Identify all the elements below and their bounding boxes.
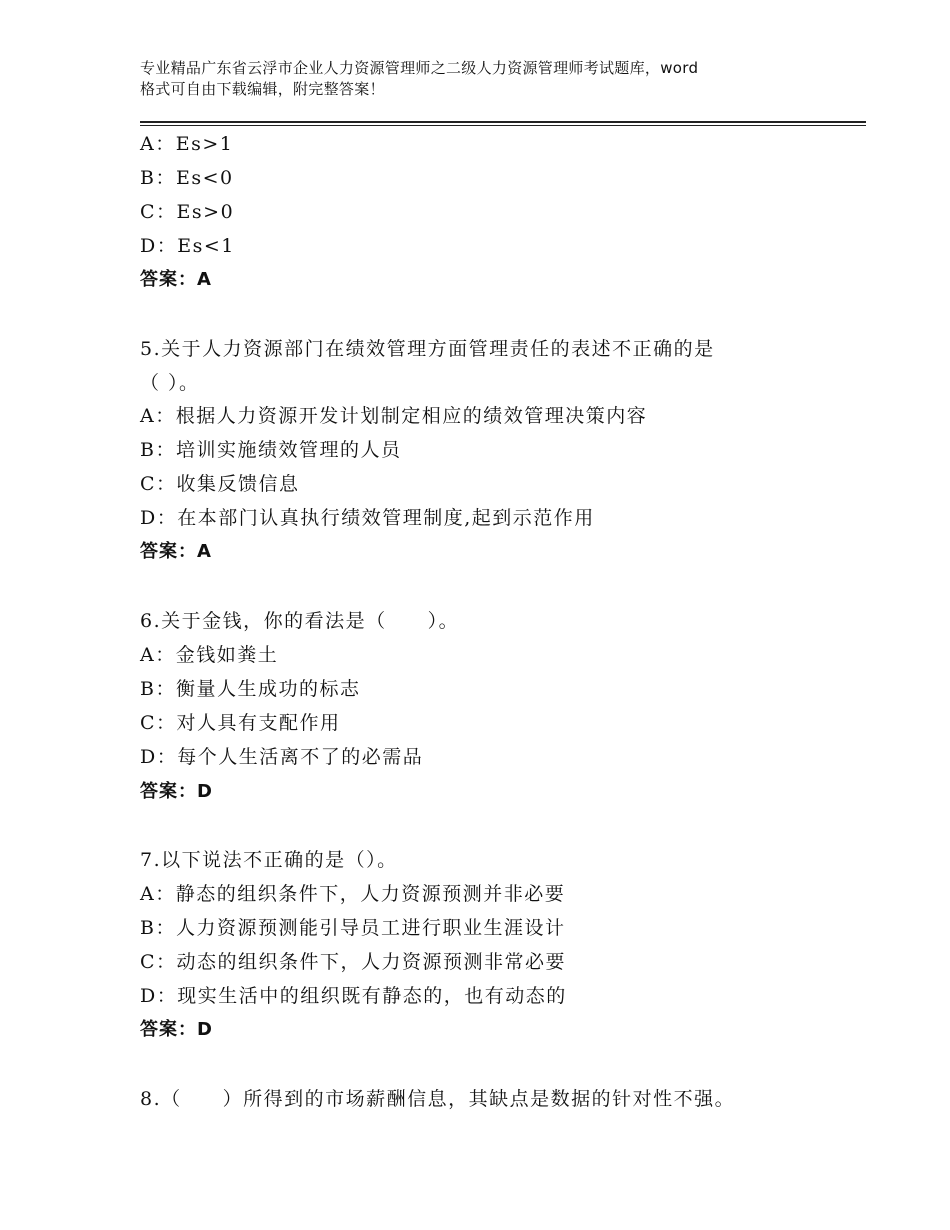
q6-option-d: D：每个人生活离不了的必需品: [140, 746, 424, 768]
q6-stem: 6.关于金钱，你的看法是（ ）。: [140, 610, 460, 632]
header-line-2: 格式可自由下载编辑，附完整答案！: [140, 80, 385, 98]
q8-stem: 8.（ ）所得到的市场薪酬信息，其缺点是数据的针对性不强。: [140, 1088, 736, 1110]
q5-stem-line-2: （ ）。: [140, 372, 200, 394]
q7-option-c: C：动态的组织条件下，人力资源预测非常必要: [140, 951, 567, 973]
q5-answer: 答案：A: [140, 541, 212, 562]
q5-option-d: D：在本部门认真执行绩效管理制度,起到示范作用: [140, 507, 595, 529]
q5-option-b: B：培训实施绩效管理的人员: [140, 439, 402, 461]
q5-stem-line-1: 5.关于人力资源部门在绩效管理方面管理责任的表述不正确的是: [140, 338, 715, 360]
header-line-1: 专业精品广东省云浮市企业人力资源管理师之二级人力资源管理师考试题库，word: [140, 59, 699, 77]
q4-option-a: A：Es>1: [140, 133, 234, 155]
q7-answer: 答案：D: [140, 1019, 213, 1040]
q6-answer: 答案：D: [140, 781, 213, 802]
header-divider-thin: [140, 125, 866, 126]
q6-option-c: C：对人具有支配作用: [140, 712, 341, 734]
q4-answer: 答案：A: [140, 269, 212, 290]
header-divider-thick: [140, 121, 866, 123]
q5-option-a: A：根据人力资源开发计划制定相应的绩效管理决策内容: [140, 405, 648, 427]
document-header: [140, 58, 860, 100]
q4-option-b: B：Es<0: [140, 167, 234, 189]
q6-option-b: B：衡量人生成功的标志: [140, 678, 361, 700]
q6-option-a: A：金钱如粪土: [140, 644, 279, 666]
q4-option-d: D：Es<1: [140, 235, 235, 257]
q5-option-c: C：收集反馈信息: [140, 473, 300, 495]
q7-option-b: B：人力资源预测能引导员工进行职业生涯设计: [140, 917, 566, 939]
q7-stem: 7.以下说法不正确的是（）。: [140, 849, 398, 871]
q4-option-c: C：Es>0: [140, 201, 235, 223]
q7-option-a: A：静态的组织条件下，人力资源预测并非必要: [140, 883, 566, 905]
q7-option-d: D：现实生活中的组织既有静态的，也有动态的: [140, 985, 567, 1007]
